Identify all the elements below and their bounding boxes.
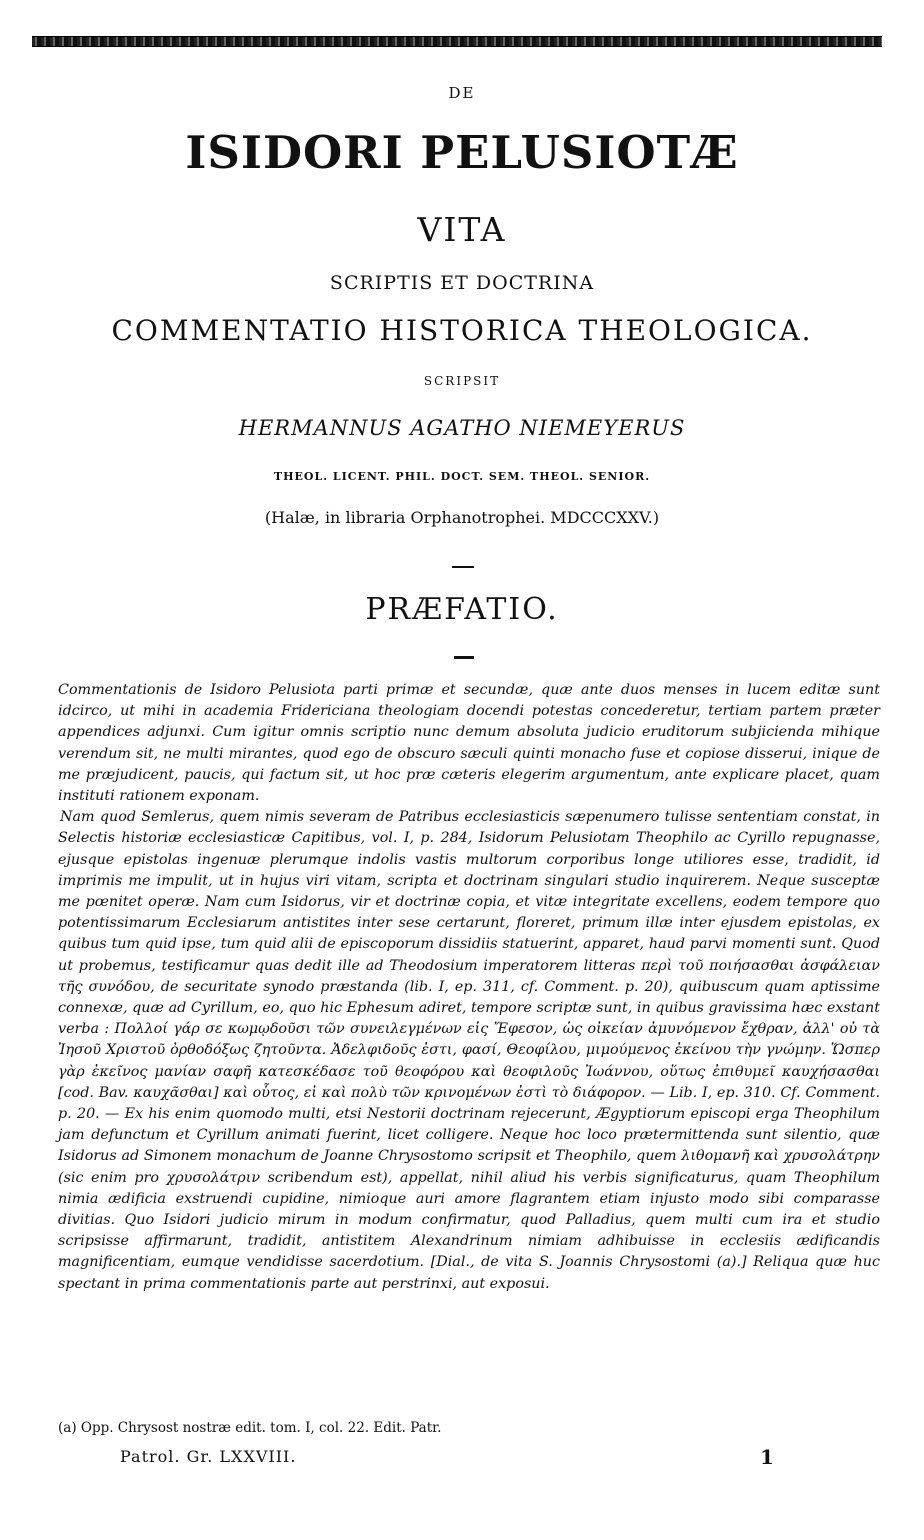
preface-body: [58, 680, 880, 1295]
imprint: (Halæ, in libraria Orphanotrophei. MDCCCXXV.): [264, 508, 660, 527]
signature-mark: Patrol. Gr. LXXVIII.: [120, 1447, 297, 1466]
scripsit-label: SCRIPSIT: [423, 374, 501, 388]
divider-dash: [454, 656, 474, 659]
title-commentatio: COMMENTATIO HISTORICA THEOLOGICA.: [111, 314, 813, 347]
author-degree: THEOL. LICENT. PHIL. DOCT. SEM. THEOL. SENIOR.: [273, 470, 651, 483]
divider-dash: [452, 566, 474, 568]
footnote: (a) Opp. Chrysost nostræ edit. tom. I, col. 22. Edit. Patr.: [58, 1420, 442, 1436]
page-number: 1: [760, 1445, 774, 1469]
preface-paragraph-2: Nam quod Semlerus, quem nimis severam de Patribus ecclesiasticis sæpenumero tulisse sententiam constat, in Selectis historiæ ecclesiasticæ Capitibus, vol. I, p. 284, Isidorum Pelusiotam Theophilo ac Cyrillo repugnasse, ejusque epistolas ingenuæ plerumque indolis vastis multorum corporibus longe utiliores esse, tradidit, id imprimis me impulit, ut in hujus viri vitam, scripta et doctrinam singulari studio inquirerem. Neque susceptæ me pœnitet operæ. Nam cum Isidorus, vir et doctrinæ copia, et vitæ integritate excellens, eodem tempore quo potentissimarum Ecclesiarum antistites inter sese certarunt, floreret, primum illæ inter ejusdem epistolas, ex quibus tum quid ipse, tum quid alii de episcoporum dissidiis statuerint, apparet, haud parvi momenti sunt. Quod ut probemus, testificamur quas dedit ille ad Theodosium imperatorem litteras περὶ τοῦ ποιήσασθαι ἀσφάλειαν τῆς συνόδου, de securitate synodo præstanda (lib. I, ep. 311, cf. Comment. p. 20), quibuscum quam aptissime connexæ, quæ ad Cyrillum, eo, quo hic Ephesum adiret, tempore scriptæ sunt, in quibus gravissima hæc exstant verba : Πολλοί γάρ σε κωμῳδοῦσι τῶν συνειλεγμένων εἰς Ἔφεσον, ὡς οἰκείαν ἀμυνόμενον ἔχθραν, ἀλλ' οὐ τὰ Ἰησοῦ Χριστοῦ ὀρθοδόξως ζητοῦντα. Ἀδελφιδοῦς ἐστι, φασί, Θεοφίλου, μιμούμενος ἐκείνου τὴν γνώμην. Ὥσπερ γὰρ ἐκεῖνος μανίαν σαφῆ κατεσκέδασε τοῦ θεοφόρου καὶ θεοφιλοῦς Ἰωάννου, οὕτως ἐπιθυμεῖ καυχήσασθαι [cod. Bav. καυχᾶσθαι] καὶ οὗτος, εἰ καὶ πολὺ τῶν κρινομένων ἐστὶ τὸ διάφορον. — Lib. I, ep. 310. Cf. Comment. p. 20. — Ex his enim quomodo multi, etsi Nestorii doctrinam rejecerunt, Ægyptiorum episcopi erga Theophilum jam defunctum et Cyrillum animati fuerint, licet colligere. Neque hoc loco prætermittenda sunt silentio, quæ Isidorus ad Simonem monachum de Joanne Chrysostomo scripsit et Theophilo, quem λιθομανῆ καὶ χρυσολάτρην (sic enim pro χρυσολάτριν scribendum est), appellat, nihil aliud his verbis significaturus, quam Theophilum nimia ædificia exstruendi cupidine, nimioque auri amore flagrantem etiam injusto modo sibi comparasse divitias. Quo Isidori judicio mirum in modum confirmatur, quod Palladius, quem multi cum ira et studio scripsisse affirmarunt, tradidit, antistitem Alexandrinum nimiam adhibuisse in ecclesiis ædificandis magnificentiam, eumque vendidisse sacerdotium. [Dial., de vita S. Joannis Chrysostomi (a).] Reliqua quæ huc spectant in prima commentationis parte aut perstrinxi, aut exposui.: [58, 809, 880, 1292]
author-name: HERMANNUS AGATHO NIEMEYERUS: [238, 416, 686, 440]
main-title: ISIDORI PELUSIOTÆ: [185, 126, 739, 179]
top-border-rule: [32, 36, 882, 47]
title-subtitle: SCRIPTIS ET DOCTRINA: [329, 272, 595, 294]
preface-paragraph-1: Commentationis de Isidoro Pelusiota parti primæ et secundæ, quæ ante duos menses in lucem editæ sunt idcirco, ut mihi in academia Fridericiana theologiam docendi potestas concederetur, tertiam partem præter appendices adjunxi. Cum igitur omnis scriptio nunc demum absoluta judicio eruditorum subjicienda mihique verendum sit, ne multi mirantes, quod ego de obscuro sæculi quinti monacho fuse et copiose disserui, inique de me præjudicent, paucis, qui factum sit, ut hoc præ cæteris elegerim argumentum, ante explicare placet, quam instituti rationem exponam.: [58, 682, 880, 805]
title-de: DE: [448, 84, 476, 102]
preface-heading: PRÆFATIO.: [365, 592, 559, 627]
title-vita: VITA: [417, 210, 507, 249]
